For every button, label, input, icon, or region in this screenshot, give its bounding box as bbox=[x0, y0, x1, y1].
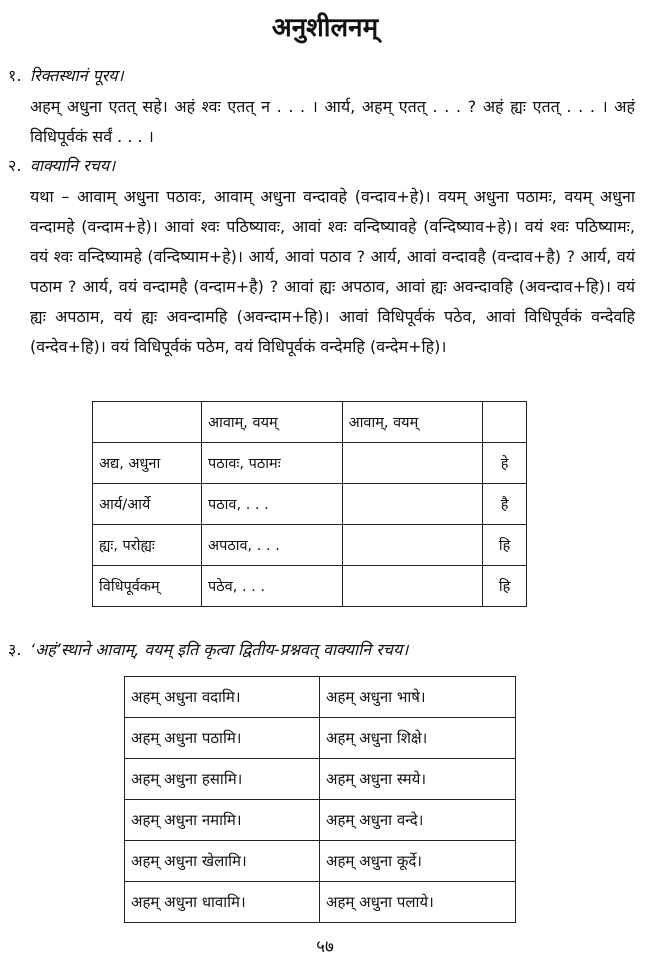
table-cell bbox=[93, 402, 202, 443]
table-cell: अहम् अधुना शिक्षे। bbox=[320, 718, 516, 759]
table-cell: अहम् अधुना पठामि। bbox=[125, 718, 320, 759]
question-3-number: ३. bbox=[8, 640, 22, 659]
table-cell: अहम् अधुना पलाये। bbox=[320, 882, 516, 923]
table-cell: हि bbox=[483, 566, 527, 607]
table-cell: अहम् अधुना स्मये। bbox=[320, 759, 516, 800]
table-cell: हे bbox=[483, 443, 527, 484]
table-row bbox=[125, 677, 516, 718]
table-row bbox=[125, 841, 516, 882]
table-cell bbox=[342, 525, 483, 566]
table-cell: अहम् अधुना वन्दे। bbox=[320, 800, 516, 841]
table-cell: अहम् अधुना खेलामि। bbox=[125, 841, 320, 882]
page-title: अनुशीलनम् bbox=[271, 13, 379, 43]
question-3-instruction: ‘अहं’स्थाने आवाम्, वयम् इति कृत्वा द्वितीय-प्रश्नवत् वाक्यानि रचय। bbox=[30, 640, 409, 659]
table-row bbox=[93, 566, 527, 607]
table-cell: अहम् अधुना कूर्दे। bbox=[320, 841, 516, 882]
conjugation-table bbox=[92, 401, 527, 607]
table-cell: है bbox=[483, 484, 527, 525]
question-2-text: यथा – आवाम् अधुना पठावः, आवाम् अधुना वन्दावहे (वन्दाव+हे)। वयम् अधुना पठामः, वयम् अधुना वन्दामहे (वन्दाम+हे)। आवां श्वः पठिष्यावः, आवां श्वः वन्दिष्यावहे (वन्दिष्याव+हे)। वयं श्वः पठिष्यामः, वयं श्वः वन्दिष्यामहे (वन्दिष्याम+हे)। आर्य, आवां पठाव ? आर्य, आवां वन्दावहै (वन्दाव+है) ? आर्य, वयं पठाम ? आर्य, वयं वन्दामहै (वन्दाम+है) ? आवां ह्यः अपठाव, आवां ह्यः अवन्दावहि (अवन्दाव+हि)। वयं ह्यः अपठाम, वयं ह्यः अवन्दामहि (अवन्दाम+हि)। आवां विधिपूर्वकं पठेव, आवां विधिपूर्वकं वन्देवहि (वन्देव+हि)। वयं विधिपूर्वकं पठेम, वयं विधिपूर्वकं वन्देमहि (वन्देम+हि)। bbox=[30, 187, 635, 356]
table-row bbox=[125, 759, 516, 800]
question-1-number: १. bbox=[8, 66, 22, 85]
table-cell: अहम् अधुना हसामि। bbox=[125, 759, 320, 800]
question-1-heading bbox=[8, 64, 124, 86]
question-3-heading bbox=[8, 638, 408, 660]
table-cell: अहम् अधुना नमामि। bbox=[125, 800, 320, 841]
table-cell bbox=[342, 443, 483, 484]
table-header-cell: आवाम्, वयम् bbox=[202, 402, 343, 443]
table-row bbox=[125, 882, 516, 923]
table-row bbox=[125, 800, 516, 841]
table-cell: आर्य/आर्ये bbox=[93, 484, 202, 525]
table-row bbox=[93, 525, 527, 566]
table-cell: पठाव, . . . bbox=[202, 484, 343, 525]
question-2-instruction: वाक्यानि रचय। bbox=[30, 156, 116, 175]
table-row bbox=[93, 484, 527, 525]
table-cell bbox=[342, 484, 483, 525]
table-cell: अहम् अधुना भाषे। bbox=[320, 677, 516, 718]
table-cell bbox=[342, 566, 483, 607]
table-header-row bbox=[93, 402, 527, 443]
table-cell: अपठाव, . . . bbox=[202, 525, 343, 566]
table-row bbox=[125, 718, 516, 759]
question-2-number: २. bbox=[8, 156, 22, 175]
table-row bbox=[93, 443, 527, 484]
question-1-text: अहम् अधुना एतत् सहे। अहं श्वः एतत् न . . . । आर्य, अहम् एतत् . . . ? अहं ह्यः एतत् . . . । अहं विधिपूर्वकं सर्वं . . . । bbox=[30, 97, 635, 146]
table-cell: अहम् अधुना वदामि। bbox=[125, 677, 320, 718]
page-number: ५७ bbox=[316, 937, 334, 957]
table-cell: विधिपूर्वकम् bbox=[93, 566, 202, 607]
sentence-table bbox=[124, 676, 516, 923]
question-2-heading bbox=[8, 154, 115, 176]
table-cell: हि bbox=[483, 525, 527, 566]
table-cell: ह्यः, परोह्यः bbox=[93, 525, 202, 566]
table-header-cell: आवाम्, वयम् bbox=[342, 402, 483, 443]
table-cell: पठेव, . . . bbox=[202, 566, 343, 607]
table-cell bbox=[483, 402, 527, 443]
question-1-instruction: रिक्तस्थानं पूरय। bbox=[30, 66, 124, 85]
table-cell: अहम् अधुना धावामि। bbox=[125, 882, 320, 923]
table-cell: अद्य, अधुना bbox=[93, 443, 202, 484]
table-cell: पठावः, पठामः bbox=[202, 443, 343, 484]
